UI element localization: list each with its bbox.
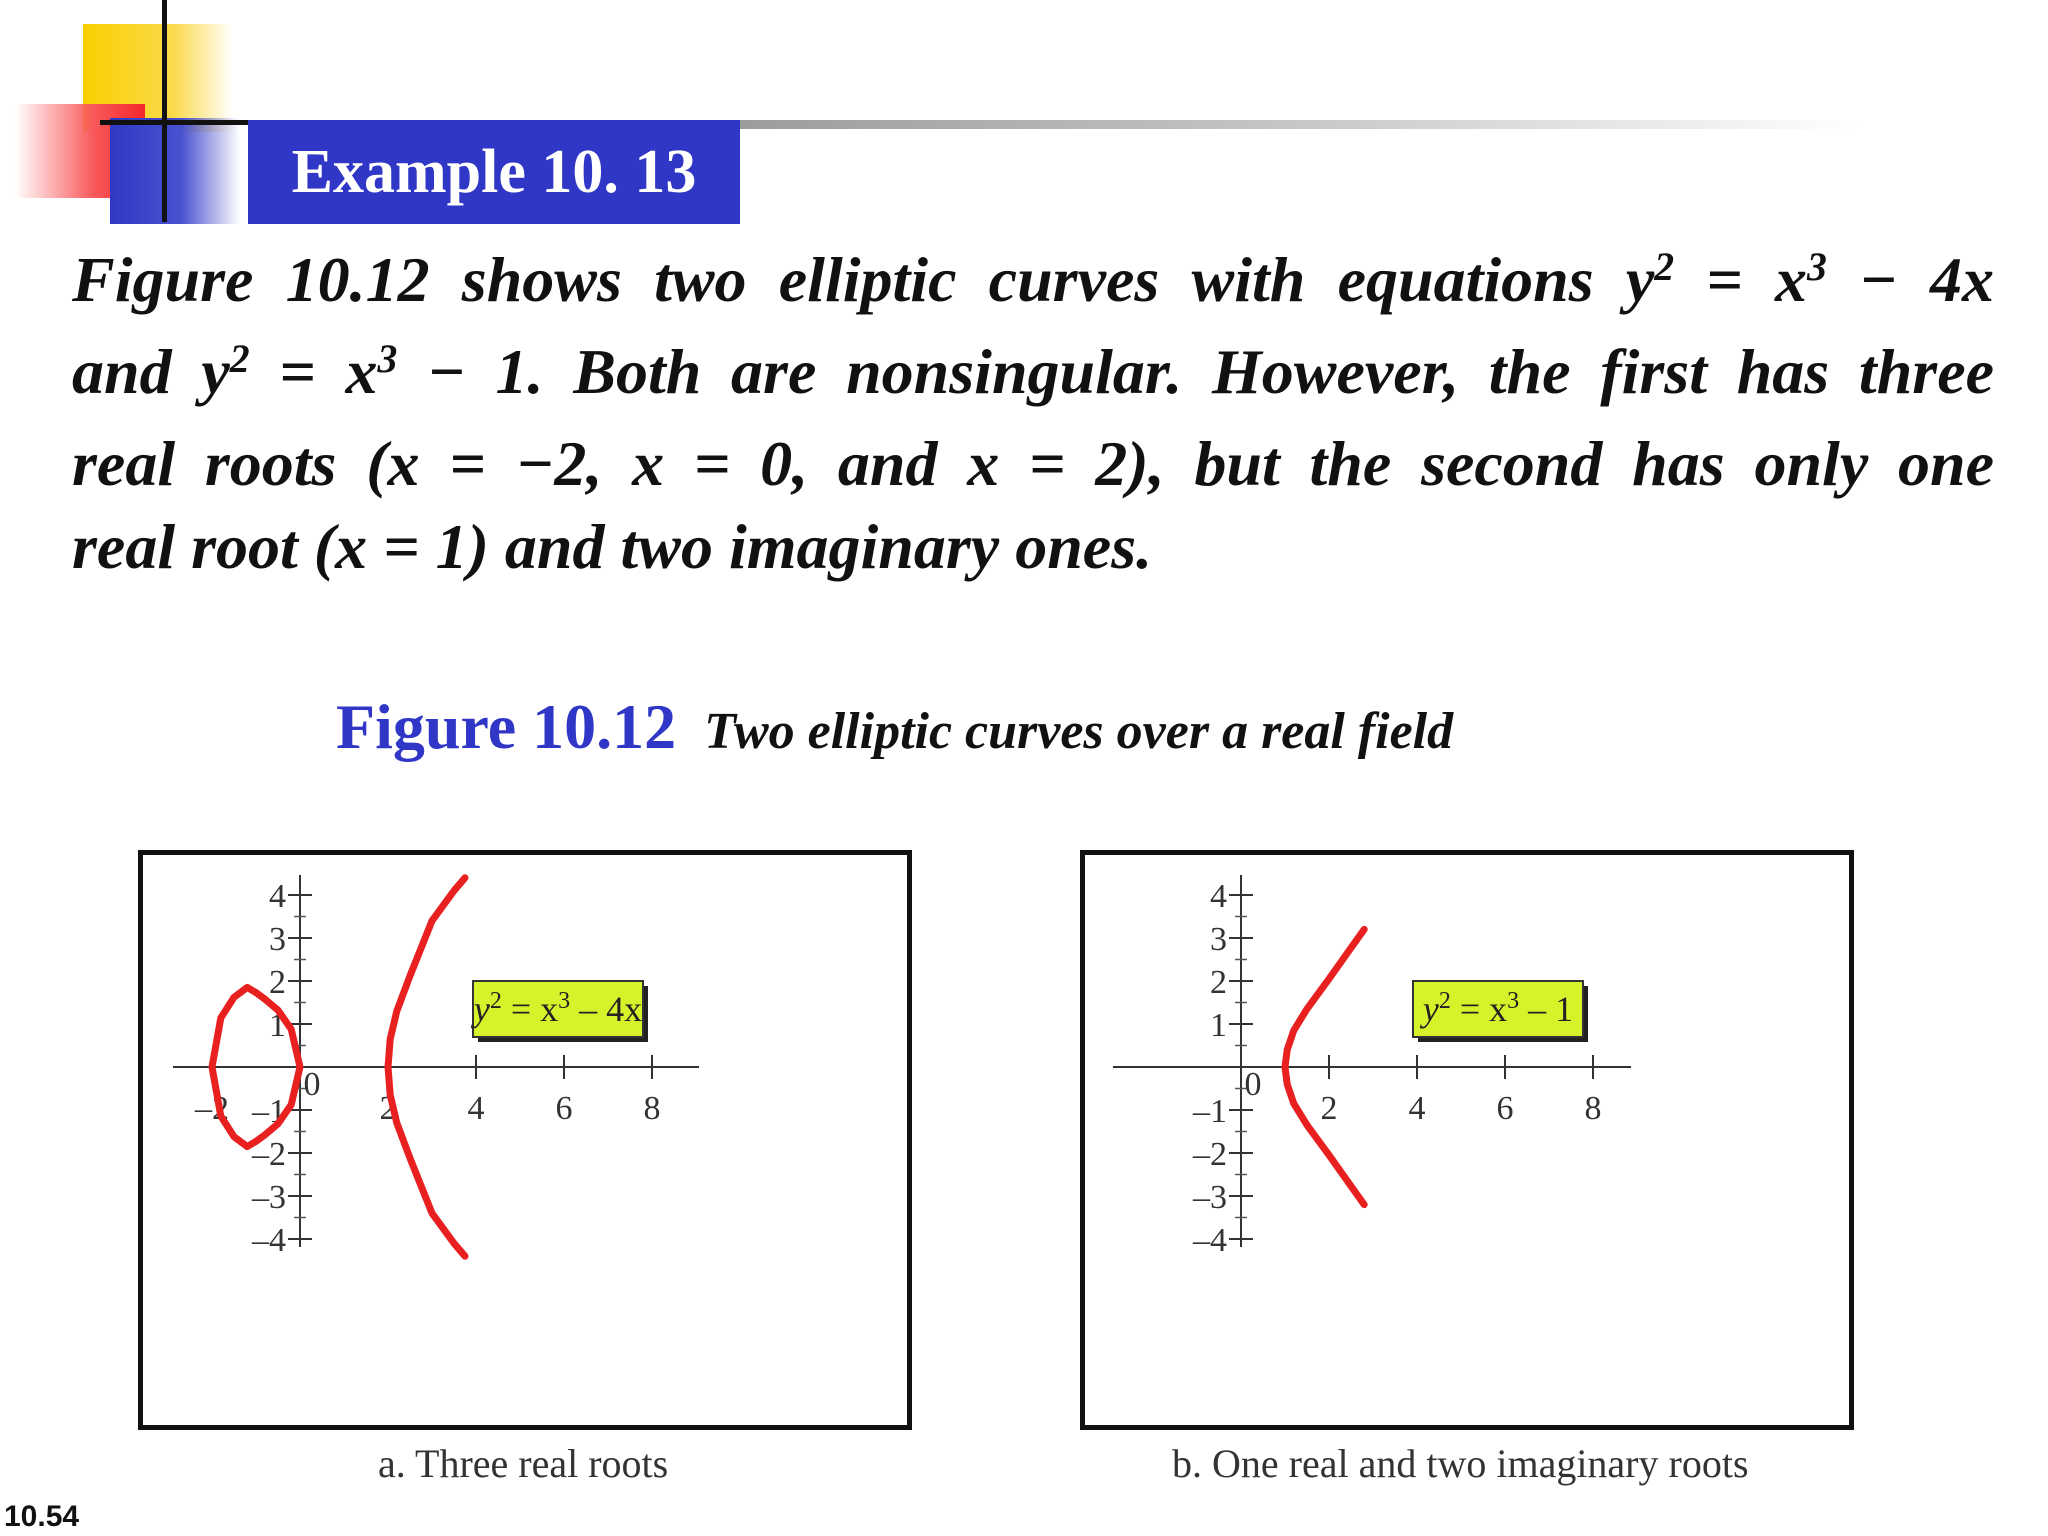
chart-a-x-tick-label: 8 [643, 1090, 661, 1127]
chart-b-x-tick-label: 0 [1244, 1066, 1262, 1103]
body-line-1-a: Figure 10.12 shows two elliptic curves with equations y [72, 244, 1655, 315]
chart-b-equation-part: y [1422, 989, 1439, 1029]
chart-b-equation-part: 3 [1507, 988, 1520, 1014]
figure-label: Figure 10.12 [336, 691, 677, 762]
chart-a-y-tick-label: –2 [252, 1136, 286, 1173]
chart-a-equation-part: = x [501, 989, 559, 1029]
chart-b-y-tick-label: –2 [1193, 1136, 1227, 1173]
chart-b-y-tick-label: 3 [1210, 921, 1227, 958]
decor-vertical-line [162, 0, 167, 222]
chart-a-y-tick-label: –4 [252, 1222, 286, 1259]
chart-b-svg [1085, 855, 1849, 1425]
decor-blue-square [110, 118, 240, 224]
chart-b-equation-part: = x [1450, 989, 1508, 1029]
body-line-2-b: = x [249, 336, 378, 407]
chart-b-equation-part: 2 [1438, 988, 1451, 1014]
body-line-1 [72, 238, 1994, 330]
chart-b-y-tick-label: –1 [1193, 1093, 1227, 1130]
chart-b-equation-part: – 1 [1519, 989, 1574, 1029]
chart-a-equation-part: y [473, 989, 490, 1029]
body-line-2-sup-2: 3 [377, 337, 398, 382]
chart-panel-b [1080, 850, 1854, 1430]
chart-a-caption: a. Three real roots [378, 1441, 669, 1486]
chart-a-x-tick-label: 6 [555, 1090, 573, 1127]
chart-b-y-tick-label: 1 [1210, 1007, 1227, 1044]
figure-caption [336, 690, 1453, 764]
chart-a-y-tick-label: 3 [269, 921, 286, 958]
chart-a-y-tick-label: –3 [252, 1179, 286, 1216]
chart-a-y-tick-label: 2 [269, 964, 286, 1001]
chart-a-x-tick-label: –2 [195, 1090, 229, 1127]
chart-a-y-tick-label: 4 [269, 878, 286, 915]
chart-b-caption: b. One real and two imaginary roots [1172, 1441, 1749, 1486]
chart-a-x-tick-label: 0 [303, 1066, 321, 1103]
decor-header-line [740, 120, 1860, 129]
body-line-1-c: − 4x [1826, 244, 1995, 315]
chart-b-y-tick-label: –3 [1193, 1179, 1227, 1216]
chart-b-x-tick-label: 6 [1496, 1090, 1514, 1127]
chart-b-y-tick-label: 4 [1210, 878, 1227, 915]
chart-b-x-tick-label: 8 [1584, 1090, 1602, 1127]
body-line-2-sup-1: 2 [229, 337, 250, 382]
body-line-4: real root (x = 1) and two imaginary ones. [72, 511, 1153, 582]
chart-a-svg [143, 855, 907, 1425]
body-line-3: real roots (x = −2, x = 0, and x = 2), but the second has only one [72, 428, 1994, 499]
body-line-1-sup-2: 3 [1806, 245, 1827, 290]
body-line-2-c: − 1. Both are nonsingular. However, the first has three [397, 336, 1994, 407]
body-line-2 [72, 330, 1994, 422]
chart-panel-a [138, 850, 912, 1430]
decor-horizontal-line [100, 120, 250, 125]
chart-a-x-tick-label: 2 [379, 1090, 397, 1127]
body-line-2-a: and y [72, 336, 230, 407]
chart-a-equation-part: – 4x [570, 989, 643, 1029]
chart-a-y-tick-label: 1 [269, 1007, 286, 1044]
example-title: Example 10. 13 [248, 120, 740, 224]
body-line-1-sup-1: 2 [1654, 245, 1675, 290]
chart-a-equation-part: 3 [558, 988, 571, 1014]
chart-a-x-tick-label: 4 [467, 1090, 485, 1127]
slide-number: 10.54 [4, 1500, 80, 1533]
chart-b-x-tick-label: 2 [1320, 1090, 1338, 1127]
figure-description: Two elliptic curves over a real field [704, 703, 1454, 760]
chart-b-y-tick-label: 2 [1210, 964, 1227, 1001]
body-line-1-b: = x [1674, 244, 1807, 315]
body-text [72, 238, 1994, 588]
chart-a-y-tick-label: –1 [252, 1093, 286, 1130]
chart-b-y-tick-label: –4 [1193, 1222, 1227, 1259]
chart-b-x-tick-label: 4 [1408, 1090, 1426, 1127]
chart-a-equation-part: 2 [489, 988, 502, 1014]
